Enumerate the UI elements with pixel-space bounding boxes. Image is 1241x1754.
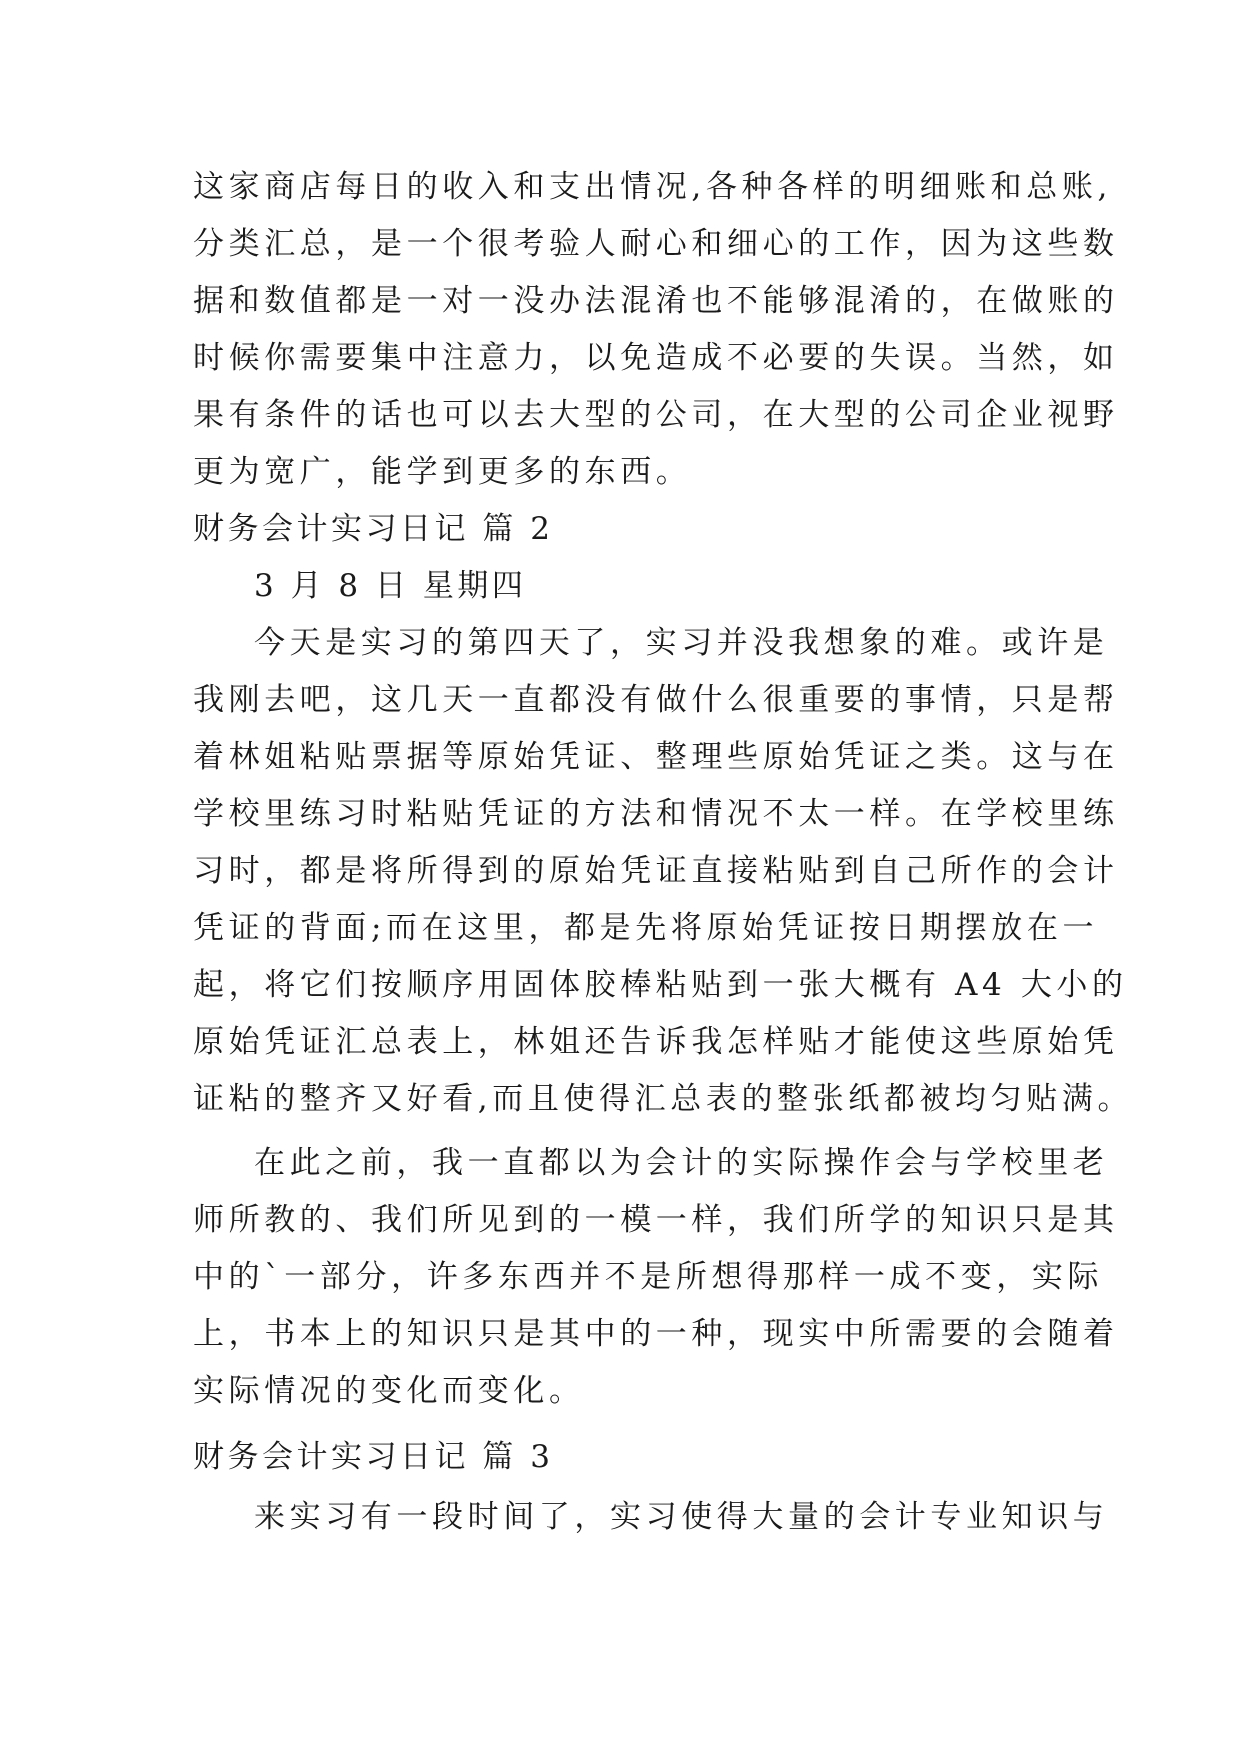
text-line: 今天是实习的第四天了，实习并没我想象的难。或许是 (254, 625, 1109, 661)
text-line: 师所教的、我们所见到的一模一样，我们所学的知识只是其 (193, 1202, 1119, 1238)
section-3-heading: 财务会计实习日记 篇 3 (193, 1439, 554, 1475)
text-line: 凭证的背面;而在这里，都是先将原始凭证按日期摆放在一 (193, 910, 1099, 946)
text-line: 来实习有一段时间了，实习使得大量的会计专业知识与 (254, 1499, 1109, 1535)
text-line: 在此之前，我一直都以为会计的实际操作会与学校里老 (254, 1145, 1109, 1181)
text-line: 上，书本上的知识只是其中的一种，现实中所需要的会随着 (193, 1316, 1119, 1352)
text-line: 学校里练习时粘贴凭证的方法和情况不太一样。在学校里练 (193, 796, 1119, 832)
text-line: 实际情况的变化而变化。 (193, 1373, 585, 1409)
text-line: 更为宽广，能学到更多的东西。 (193, 454, 692, 490)
text-line: 证粘的整齐又好看,而且使得汇总表的整张纸都被均匀贴满。 (193, 1081, 1134, 1117)
text-line: 果有条件的话也可以去大型的公司，在大型的公司企业视野 (193, 397, 1119, 433)
text-line: 习时，都是将所得到的原始凭证直接粘贴到自己所作的会计 (193, 853, 1119, 889)
text-line: 据和数值都是一对一没办法混淆也不能够混淆的，在做账的 (193, 283, 1119, 319)
text-line: 这家商店每日的收入和支出情况,各种各样的明细账和总账, (193, 169, 1112, 205)
text-line: 着林姐粘贴票据等原始凭证、整理些原始凭证之类。这与在 (193, 739, 1119, 775)
text-line: 起，将它们按顺序用固体胶棒粘贴到一张大概有 A4 大小的 (193, 967, 1128, 1003)
text-line: 中的`一部分，许多东西并不是所想得那样一成不变，实际 (193, 1259, 1104, 1295)
text-line: 我刚去吧，这几天一直都没有做什么很重要的事情，只是帮 (193, 682, 1119, 718)
text-line: 时候你需要集中注意力，以免造成不必要的失误。当然，如 (193, 340, 1119, 376)
section-2-heading: 财务会计实习日记 篇 2 (193, 511, 554, 547)
text-line: 原始凭证汇总表上，林姐还告诉我怎样贴才能使这些原始凭 (193, 1024, 1119, 1060)
text-line: 分类汇总，是一个很考验人耐心和细心的工作，因为这些数 (193, 226, 1119, 262)
diary-date: 3 月 8 日 星期四 (254, 568, 527, 604)
